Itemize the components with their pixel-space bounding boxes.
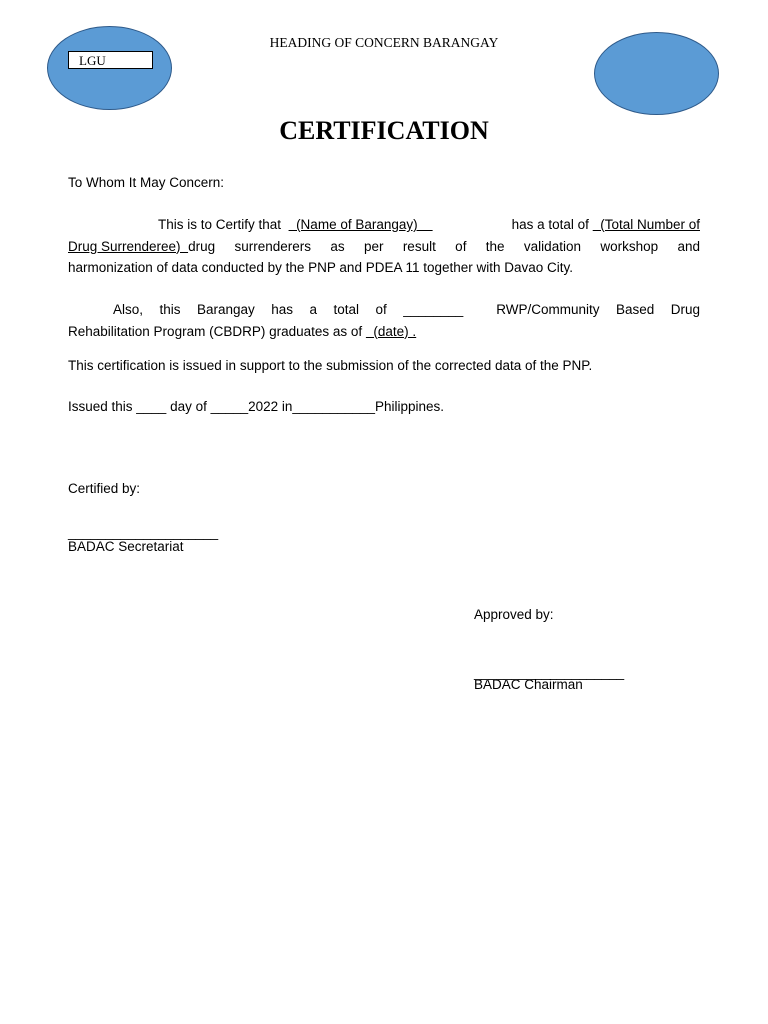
p1-workshop-text: drug surrenderers as per result of the validation workshop and [188, 238, 700, 254]
approved-name: BADAC Chairman [474, 677, 583, 692]
paragraph-2-line-1: Also, this Barangay has a total of ________ RWP/Community Based Drug [113, 302, 700, 317]
approved-signature-line: ____________________ [474, 665, 625, 680]
issued-line: Issued this ____ day of _____2022 in___________Philippines. [68, 399, 445, 414]
p1-has-total: has a total of [511, 217, 589, 232]
barangay-name-field: (Name of Barangay) [288, 217, 433, 232]
p1-intro [68, 214, 433, 236]
barangay-heading: HEADING OF CONCERN BARANGAY [269, 35, 499, 50]
salutation: To Whom It May Concern: [68, 175, 225, 190]
paragraph-3: This certification is issued in support to the submission of the corrected data of the PNP. [68, 358, 593, 373]
lgu-label: LGU [68, 51, 153, 69]
total-number-field-line-1: (Total Number of [592, 217, 700, 232]
p2-cbdrp-text: Rehabilitation Program (CBDRP) graduates as of [68, 323, 363, 339]
paragraph-1-line-1 [68, 214, 700, 236]
p1-total-text [512, 214, 700, 236]
paragraph-1-line-2 [68, 236, 700, 258]
certified-by-label: Certified by: [68, 481, 141, 496]
approved-by-label: Approved by: [474, 607, 554, 622]
paragraph-1 [68, 214, 700, 279]
paragraph-1-line-3: harmonization of data conducted by the PNP and PDEA 11 together with Davao City. [68, 260, 574, 275]
date-field: (date) . [365, 323, 417, 339]
paragraph-2 [68, 299, 700, 342]
paragraph-2-line-2 [68, 321, 700, 343]
document-title: CERTIFICATION [279, 116, 489, 145]
certified-signature-line: ____________________ [68, 525, 219, 540]
p1-certify-text: This is to Certify that [158, 217, 282, 232]
total-number-field-line-2: Drug Surrenderee) [68, 238, 189, 254]
certified-name: BADAC Secretariat [68, 539, 184, 554]
